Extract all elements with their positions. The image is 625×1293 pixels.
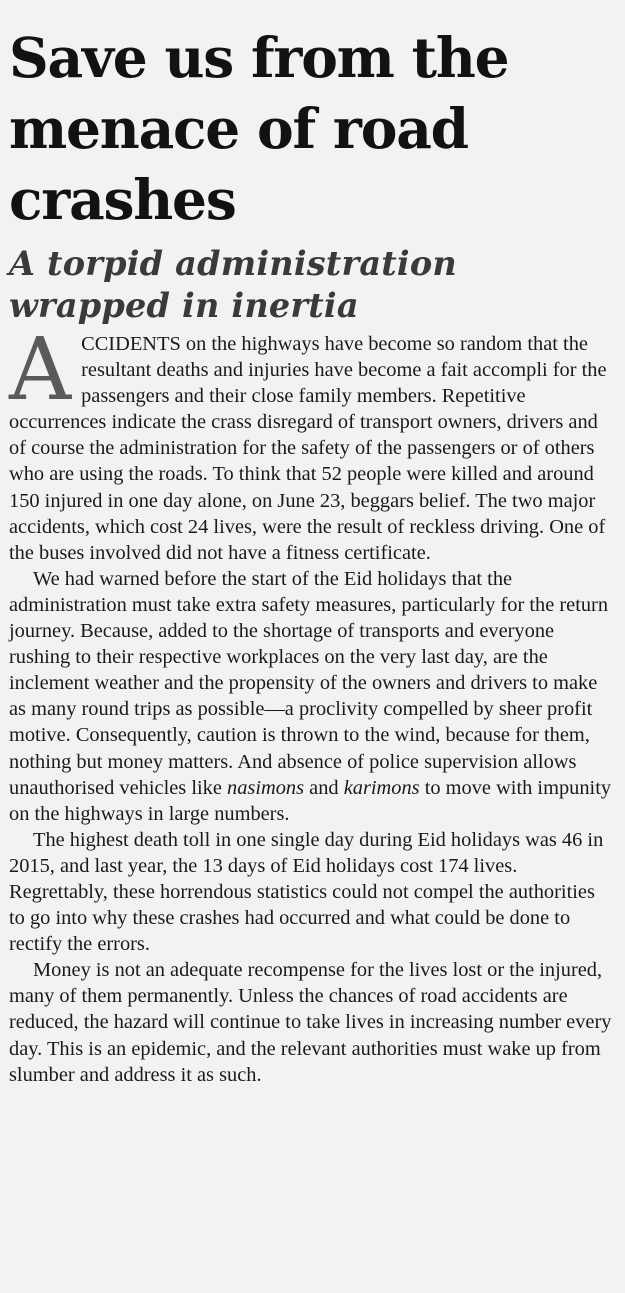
paragraph-1-text: CCIDENTS on the highways have become so random that the resultant deaths and injuries have become a fait accompli for the passengers and their close family members. Repetitive occurrences indicate the crass disregard of transport owners, drivers and of course the administration for the safety of the passengers or of others who are using the roads. To think that 52 people were killed and around 150 injured in one day alone, on June 23, beggars belief. The two major accidents, which cost 24 lives, were the result of reckless driving. One of the buses involved did not have a fitness certificate. — [9, 333, 607, 564]
italic-term-karimons: karimons — [343, 776, 420, 799]
paragraph-2-text-c: to move with impunity on the highways in large numbers. — [9, 776, 612, 825]
drop-cap: A — [9, 320, 72, 420]
paragraph-2 — [9, 566, 615, 827]
paragraph-1 — [9, 320, 615, 566]
headline: Save us from the menace of road crashes — [9, 25, 509, 232]
paragraph-4: Money is not an adequate recompense for the lives lost or the injured, many of them permanently. Unless the chances of road accidents are reduced, the hazard will continue to take lives in increasing number every day. This is an epidemic, and the relevant authorities must wake up from slumber and address it as such. — [9, 959, 612, 1086]
italic-term-nasimons: nasimons — [227, 776, 305, 799]
paragraph-2-text-a: We had warned before the start of the Eid holidays that the administration must take extra safety measures, particularly for the return journey. Because, added to the shortage of transports and everyone rushing to their respective workplaces on the very last day, are the inclement weather and the propensity of the owners and drivers to make as many round trips as possible—a proclivity compelled by sheer profit motive. Consequently, caution is thrown to the wind, because for them, nothing but money matters. And absence of police supervision allows unauthorised vehicles like — [9, 567, 609, 799]
article-body — [9, 320, 615, 1088]
paragraph-3: The highest death toll in one single day during Eid holidays was 46 in 2015, and last year, the 13 days of Eid holidays cost 174 lives. Regrettably, these horrendous statistics could not compel the authorities to go into why these crashes had occurred and what could be done to rectify the errors. — [9, 828, 604, 956]
paragraph-2-text-b: and — [304, 776, 344, 799]
subheadline: A torpid administration wrapped in inertia — [9, 244, 457, 325]
